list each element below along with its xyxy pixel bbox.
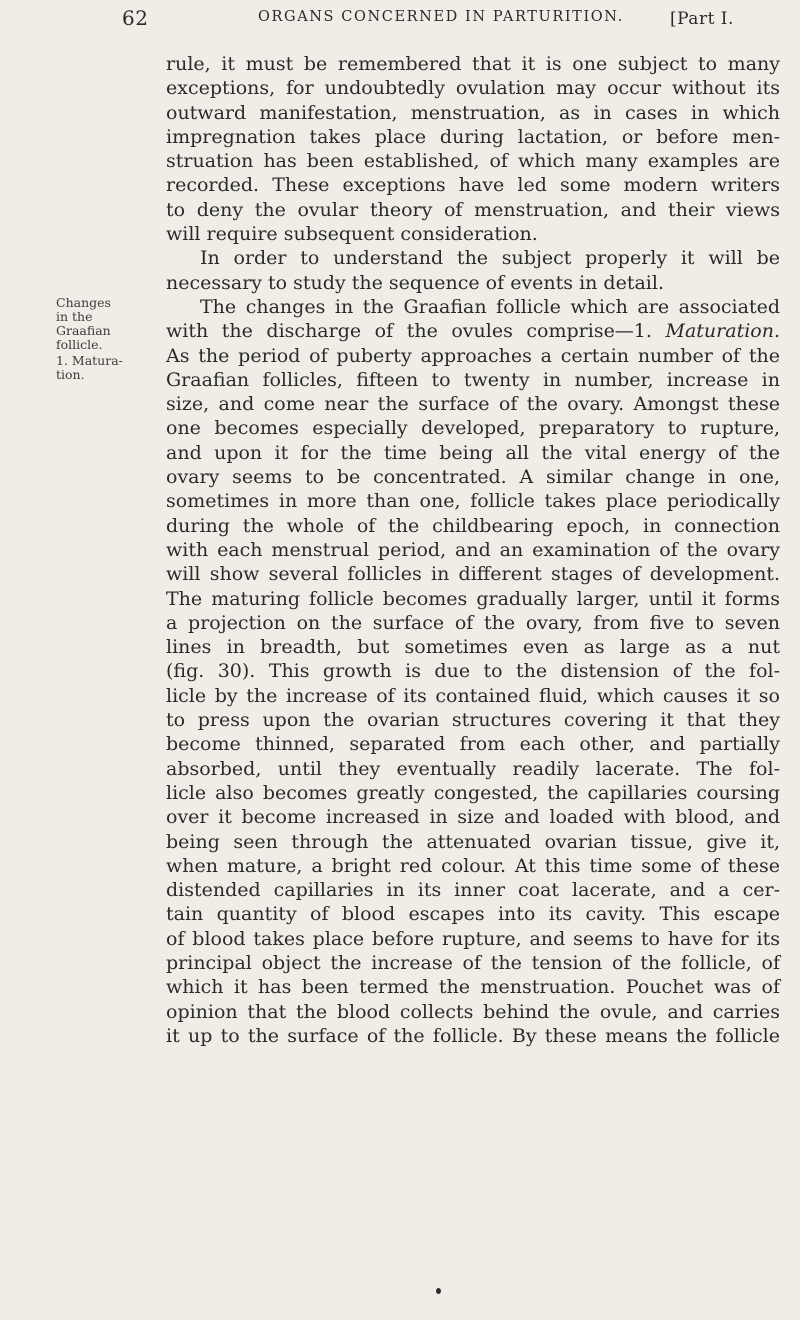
text-line: will require subsequent consideration.: [166, 223, 538, 246]
sidenote-maturation: [56, 354, 123, 382]
text-line: licle by the increase of its contained fluid, which causes it so: [166, 684, 780, 707]
page-number: 62: [122, 6, 149, 30]
sidenote-line: follicle.: [56, 337, 103, 352]
text-line: over it become increased in size and loaded with blood, and: [166, 806, 780, 829]
text-line: to deny the ovular theory of menstruation, and their views: [166, 198, 780, 221]
sidenote-line: Changes: [56, 295, 111, 310]
text-line: opinion that the blood collects behind the ovule, and carries: [166, 1000, 780, 1023]
text-line: absorbed, until they eventually readily lacerate. The fol-: [166, 757, 780, 780]
text-line: size, and come near the surface of the ovary. Amongst these: [166, 393, 780, 416]
text-line: licle also becomes greatly congested, the capillaries coursing: [166, 781, 780, 804]
text-line: when mature, a bright red colour. At this time some of these: [166, 854, 780, 877]
running-title: ORGANS CONCERNED IN PARTURITION.: [258, 9, 624, 25]
text-line: The maturing follicle becomes gradually larger, until it forms: [166, 587, 780, 610]
text-line: lines in breadth, but sometimes even as large as a nut: [166, 636, 780, 659]
text-line: Graafian follicles, fifteen to twenty in number, increase in: [166, 368, 780, 391]
text-line: during the whole of the childbearing epoch, in connection: [166, 514, 780, 537]
page-header: [0, 6, 800, 42]
text-line: impregnation takes place during lactation, or before men-: [166, 125, 780, 148]
sidenote-changes: [56, 296, 111, 352]
text-line: As the period of puberty approaches a certain number of the: [166, 344, 780, 367]
sidenote-line: Graafian: [56, 323, 111, 338]
printer-mark: [436, 1288, 441, 1294]
text-line: rule, it must be remembered that it is one subject to many: [166, 53, 780, 75]
text-line: exceptions, for undoubtedly ovulation may occur without its: [166, 77, 780, 100]
text-line: recorded. These exceptions have led some modern writers: [166, 174, 780, 197]
text-line: distended capillaries in its inner coat lacerate, and a cer-: [166, 879, 780, 902]
text-line: one becomes especially developed, preparatory to rupture,: [166, 417, 780, 440]
text-line: In order to understand the subject properly it will be: [200, 247, 780, 270]
body-text: [166, 52, 780, 1048]
sidenote-line: 1. Matura-: [56, 353, 123, 368]
text-line: sometimes in more than one, follicle takes place periodically: [166, 490, 780, 513]
text-line: tain quantity of blood escapes into its cavity. This escape: [166, 903, 780, 926]
text-line: which it has been termed the menstruation. Pouchet was of: [166, 976, 780, 999]
text-line: The changes in the Graafian follicle which are associated: [200, 295, 780, 318]
text-line: being seen through the attenuated ovarian tissue, give it,: [166, 830, 780, 853]
text-line: principal object the increase of the tension of the follicle, of: [166, 951, 780, 974]
text-line-with-italic: [166, 319, 780, 343]
text-line: a projection on the surface of the ovary, from five to seven: [166, 611, 780, 634]
text-line: necessary to study the sequence of events in detail.: [166, 271, 664, 294]
text-line: and upon it for the time being all the vital energy of the: [166, 441, 780, 464]
text-segment: with the discharge of the ovules comprise—1.: [166, 320, 652, 343]
text-line: to press upon the ovarian structures covering it that they: [166, 709, 780, 732]
sidenote-line: in the: [56, 309, 93, 324]
text-line: become thinned, separated from each other, and partially: [166, 733, 780, 756]
text-line: struation has been established, of which many examples are: [166, 150, 780, 173]
text-line: will show several follicles in different stages of development.: [166, 563, 780, 586]
part-label: [Part I.: [670, 9, 734, 29]
text-line: (fig. 30). This growth is due to the distension of the fol-: [166, 660, 780, 683]
text-line: ovary seems to be concentrated. A similar change in one,: [166, 466, 780, 489]
italic-term: Maturation.: [665, 320, 781, 343]
text-line: it up to the surface of the follicle. By these means the follicle: [166, 1024, 780, 1047]
text-line: with each menstrual period, and an examination of the ovary: [166, 538, 780, 561]
text-line: of blood takes place before rupture, and seems to have for its: [166, 927, 780, 950]
sidenote-line: tion.: [56, 367, 85, 382]
text-line: outward manifestation, menstruation, as in cases in which: [166, 101, 780, 124]
